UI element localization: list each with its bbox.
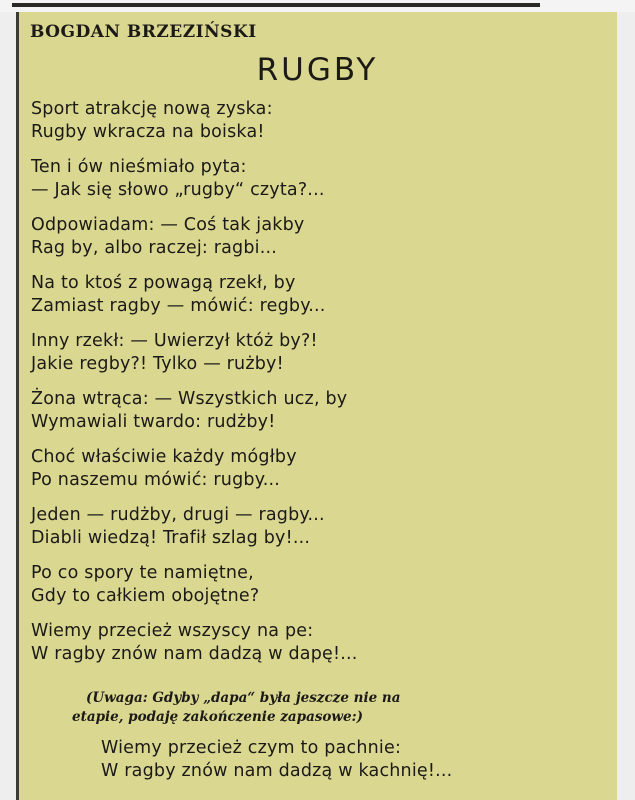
poem-line: Rugby wkracza na boiska!	[31, 122, 265, 142]
stanza	[31, 504, 621, 550]
poem-line: Gdy to całkiem obojętne?	[31, 586, 260, 606]
stanza	[31, 156, 621, 202]
poem-line: Wiemy przecież wszyscy na pe:	[31, 621, 314, 641]
poem-line: Ten i ów nieśmiało pyta:	[31, 157, 247, 177]
poem-line: Wymawiali twardo: rudżby!	[31, 412, 276, 432]
poem-line: Jeden — rudżby, drugi — ragby...	[31, 505, 325, 525]
left-column-rule	[16, 12, 19, 800]
poem-line: Diabli wiedzą! Trafił szlag by!...	[31, 528, 311, 548]
stanza	[31, 98, 621, 144]
poem-line: Na to ktoś z powagą rzekł, by	[31, 273, 296, 293]
poem-line: Odpowiadam: — Coś tak jakby	[31, 215, 305, 235]
author-name: BOGDAN BRZEZIŃSKI	[30, 22, 257, 42]
final-stanza	[101, 737, 621, 783]
top-border-rule	[0, 0, 635, 12]
stanza	[31, 620, 621, 666]
poem-line: Po co spory te namiętne,	[31, 563, 254, 583]
stanza	[31, 272, 621, 318]
poem-title: RUGBY	[256, 52, 379, 88]
stanza	[31, 446, 621, 492]
poem-line: Zamiast ragby — mówić: regby...	[31, 296, 326, 316]
poem-line: W ragby znów nam dadzą w dapę!...	[31, 644, 358, 664]
poem-line: Sport atrakcję nową zyska:	[31, 99, 273, 119]
poem-line: Rag by, albo raczej: ragbi...	[31, 238, 278, 258]
poem-line: Po naszemu mówić: rugby...	[31, 470, 281, 490]
poem-line: Wiemy przecież czym to pachnie:	[101, 738, 402, 758]
poem-line: Choć właściwie każdy mógłby	[31, 447, 297, 467]
stanza	[31, 330, 621, 376]
stanza	[31, 388, 621, 434]
poem-body	[31, 98, 621, 678]
poem-line: Żona wtrąca: — Wszystkich ucz, by	[31, 389, 348, 409]
stanza	[31, 214, 621, 260]
poem-line: Jakie regby?! Tylko — rużby!	[31, 354, 284, 374]
stanza	[31, 562, 621, 608]
poem-line: — Jak się słowo „rugby“ czyta?...	[31, 180, 325, 200]
note-line: (Uwaga: Gdyby „dapa“ była jeszcze nie na	[86, 690, 401, 706]
poem-line: W ragby znów nam dadzą w kachnię!...	[101, 761, 453, 781]
note-line: etapie, podaję zakończenie zapasowe:)	[72, 709, 364, 725]
editorial-note	[72, 689, 606, 727]
poem-line: Inny rzekł: — Uwierzył któż by?!	[31, 331, 318, 351]
